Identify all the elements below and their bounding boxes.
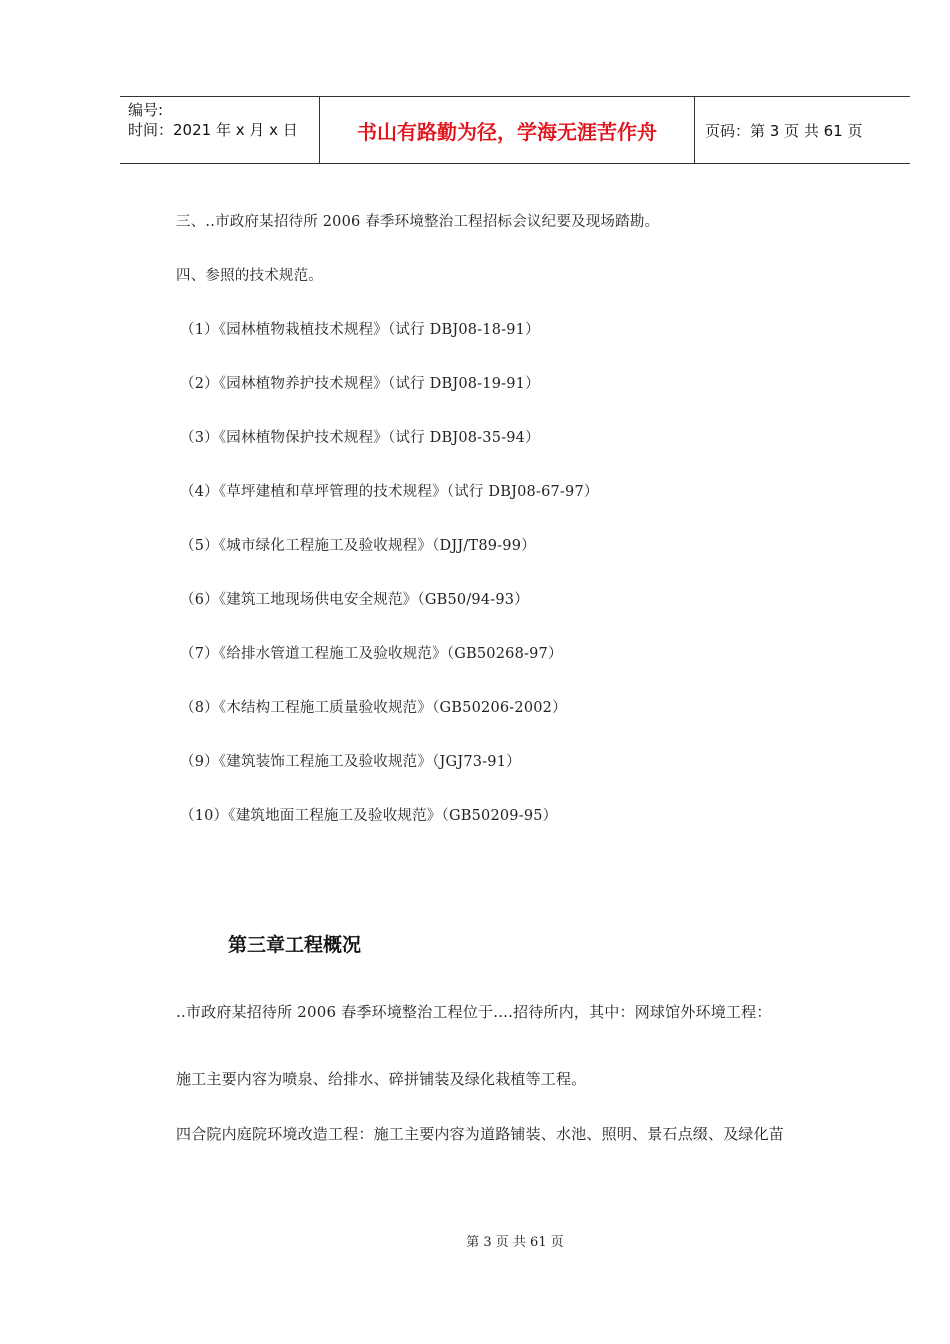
header-motto: 书山有路勤为径，学海无涯苦作舟 (320, 97, 695, 163)
spec-item: （4）《草坪建植和草坪管理的技术规程》（试行 DBJ08-67-97） (180, 484, 599, 500)
spec-item: （5）《城市绿化工程施工及验收规程》（DJJ/T89-99） (180, 538, 536, 554)
document-time-label: 时间：2021 年 x 月 x 日 (128, 121, 298, 139)
spec-item: （7）《给排水管道工程施工及验收规范》（GB50268-97） (180, 646, 563, 662)
spec-item: （9）《建筑装饰工程施工及验收规范》（JGJ73-91） (180, 754, 521, 770)
header-page-info: 页码：第 3 页 共 61 页 (705, 121, 863, 140)
spec-item: （3）《园林植物保护技术规程》（试行 DBJ08-35-94） (180, 430, 540, 446)
page-header (120, 96, 910, 164)
page-footer: 第 3 页 共 61 页 (466, 1235, 564, 1250)
spec-item: （6）《建筑工地现场供电安全规范》（GB50/94-93） (180, 592, 529, 608)
document-number-label: 编号: (128, 101, 164, 119)
spec-item: （8）《木结构工程施工质量验收规范》（GB50206-2002） (180, 700, 567, 716)
paragraph: 四合院内庭院环境改造工程：施工主要内容为道路铺装、水池、照明、景石点缀、及绿化苗 (176, 1125, 785, 1143)
chapter-title: 第三章工程概况 (228, 934, 362, 956)
body-item-3: 三、..市政府某招待所 2006 春季环境整治工程招标会议纪要及现场踏勘。 (176, 214, 660, 230)
body-item-4: 四、参照的技术规范。 (176, 268, 323, 284)
paragraph: ..市政府某招待所 2006 春季环境整治工程位于....招待所内，其中：网球馆外环境工程： (176, 1003, 772, 1021)
spec-item: （1）《园林植物栽植技术规程》（试行 DBJ08-18-91） (180, 322, 540, 338)
paragraph: 施工主要内容为喷泉、给排水、碎拼铺装及绿化栽植等工程。 (176, 1070, 587, 1088)
spec-item: （2）《园林植物养护技术规程》（试行 DBJ08-19-91） (180, 376, 540, 392)
header-meta-cell (120, 97, 320, 163)
spec-item: （10）《建筑地面工程施工及验收规范》（GB50209-95） (180, 808, 558, 824)
